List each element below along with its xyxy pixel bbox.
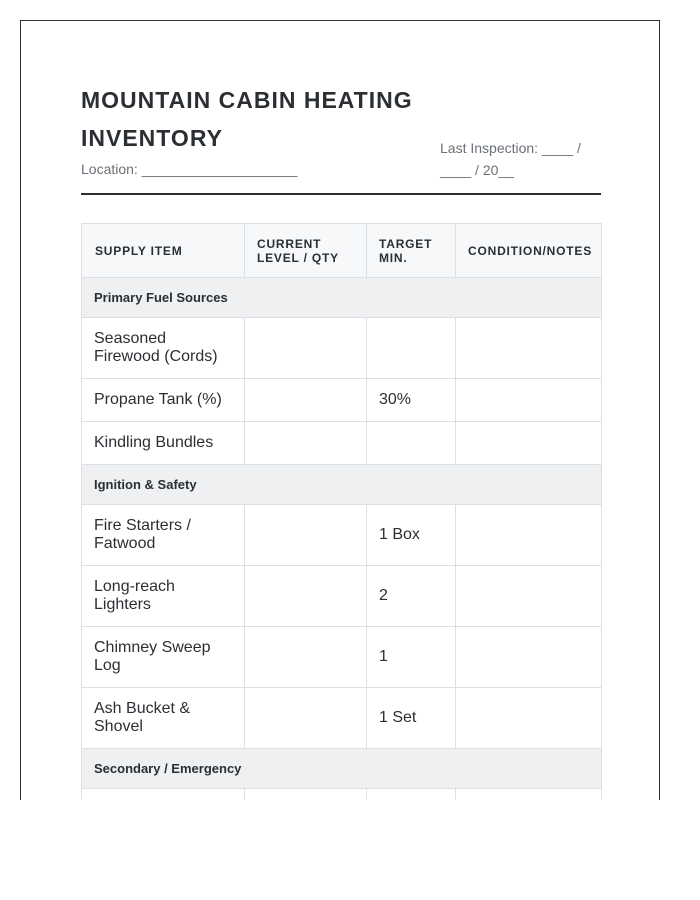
section-row-primary-fuel bbox=[82, 278, 602, 318]
current-level-cell[interactable] bbox=[245, 688, 367, 749]
current-level-cell[interactable] bbox=[245, 566, 367, 627]
target-min-cell: 1 Set bbox=[367, 688, 456, 749]
condition-notes-cell[interactable] bbox=[456, 379, 602, 422]
target-min-cell: 2 bbox=[367, 566, 456, 627]
current-level-cell[interactable] bbox=[245, 789, 367, 801]
current-level-cell[interactable] bbox=[245, 627, 367, 688]
supply-item-cell bbox=[82, 789, 245, 801]
document-header bbox=[81, 81, 601, 195]
inventory-sheet bbox=[20, 20, 660, 800]
target-min-cell: 1 bbox=[367, 627, 456, 688]
supply-item-cell: Chimney Sweep Log bbox=[82, 627, 245, 688]
condition-notes-cell[interactable] bbox=[456, 566, 602, 627]
target-min-cell bbox=[367, 422, 456, 465]
current-level-cell[interactable] bbox=[245, 379, 367, 422]
table-row bbox=[82, 422, 602, 465]
current-level-cell[interactable] bbox=[245, 505, 367, 566]
supply-item-cell: Seasoned Firewood (Cords) bbox=[82, 318, 245, 379]
table-row bbox=[82, 318, 602, 379]
target-min-cell bbox=[367, 789, 456, 801]
column-header-target-min: TARGET MIN. bbox=[367, 224, 456, 278]
target-min-cell bbox=[367, 318, 456, 379]
section-label: Secondary / Emergency bbox=[82, 749, 602, 789]
current-level-cell[interactable] bbox=[245, 318, 367, 379]
condition-notes-cell[interactable] bbox=[456, 318, 602, 379]
section-row-ignition-safety bbox=[82, 465, 602, 505]
condition-notes-cell[interactable] bbox=[456, 505, 602, 566]
supply-item-cell: Fire Starters / Fatwood bbox=[82, 505, 245, 566]
section-row-secondary-emergency bbox=[82, 749, 602, 789]
condition-notes-cell[interactable] bbox=[456, 422, 602, 465]
condition-notes-cell[interactable] bbox=[456, 789, 602, 801]
target-min-cell: 30% bbox=[367, 379, 456, 422]
table-row bbox=[82, 566, 602, 627]
section-label: Primary Fuel Sources bbox=[82, 278, 602, 318]
supply-item-cell: Ash Bucket & Shovel bbox=[82, 688, 245, 749]
table-row bbox=[82, 627, 602, 688]
column-header-supply-item: SUPPLY ITEM bbox=[82, 224, 245, 278]
supply-item-cell: Long-reach Lighters bbox=[82, 566, 245, 627]
last-inspection-field: Last Inspection: ____ / ____ / 20__ bbox=[440, 140, 581, 178]
document-title: MOUNTAIN CABIN HEATING INVENTORY bbox=[81, 87, 413, 151]
condition-notes-cell[interactable] bbox=[456, 627, 602, 688]
condition-notes-cell[interactable] bbox=[456, 688, 602, 749]
table-row bbox=[82, 379, 602, 422]
table-row bbox=[82, 505, 602, 566]
location-field: Location: ____________________ bbox=[81, 161, 298, 177]
supply-item-cell: Propane Tank (%) bbox=[82, 379, 245, 422]
supply-item-cell: Kindling Bundles bbox=[82, 422, 245, 465]
column-header-condition-notes: CONDITION/NOTES bbox=[456, 224, 602, 278]
column-header-current-level: CURRENT LEVEL / QTY bbox=[245, 224, 367, 278]
section-label: Ignition & Safety bbox=[82, 465, 602, 505]
table-row bbox=[82, 789, 602, 801]
table-header-row bbox=[82, 224, 602, 278]
table-row bbox=[82, 688, 602, 749]
target-min-cell: 1 Box bbox=[367, 505, 456, 566]
inventory-table bbox=[81, 223, 602, 800]
current-level-cell[interactable] bbox=[245, 422, 367, 465]
